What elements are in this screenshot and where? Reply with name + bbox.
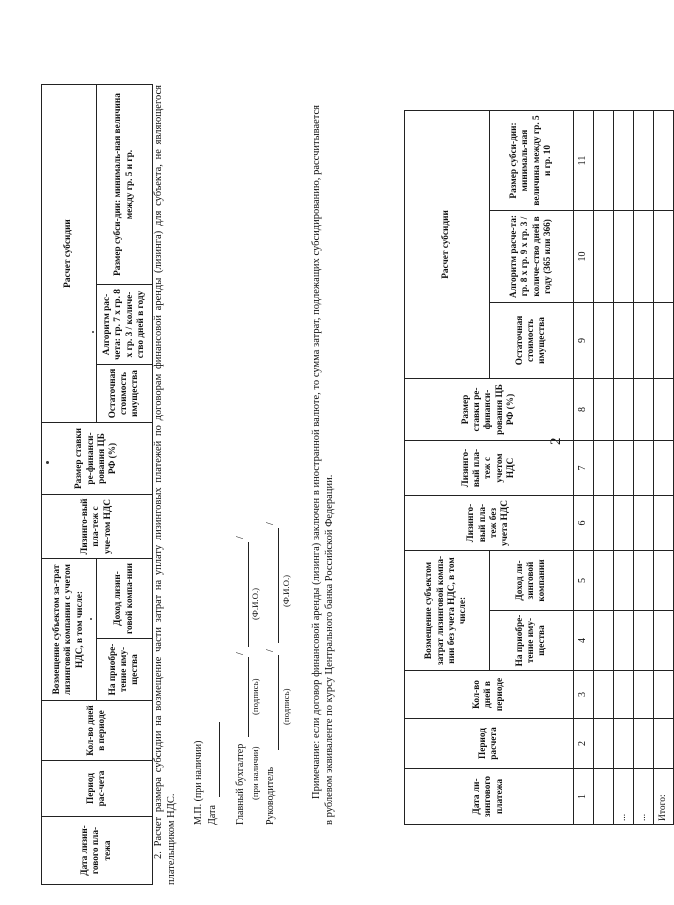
table-cell — [634, 210, 654, 302]
table-cell — [654, 671, 674, 719]
row-label: ... — [614, 769, 634, 825]
table-cell — [654, 110, 674, 210]
row-label: ... — [634, 769, 654, 825]
table-cell — [614, 671, 634, 719]
table-cell — [614, 440, 634, 495]
note-paragraph: Примечание: если договор финансовой аренды (лизинга) заключен в иностранной валюте, то сумма затрат, подлежащих субсидированию, рассчитывается в рублевом эквиваленте по курсу Центрального банка Российской Федерации. — [311, 105, 336, 825]
table-cell — [654, 210, 674, 302]
column-number: 6 — [574, 495, 594, 550]
name-line — [278, 528, 279, 643]
header-reimbursement: Возмещение субъектом затрат лизинговой компа-нии без учета НДС, в том числе: — [405, 550, 490, 670]
header-acquisition: На приобре-тение иму-щества — [97, 639, 153, 701]
header-leasing-income: Доход ли-зинговой компании — [490, 550, 574, 610]
column-number: 2 — [574, 719, 594, 769]
header-period: Период расчета — [405, 719, 574, 769]
name-line — [248, 542, 249, 647]
table-cell — [594, 495, 614, 550]
table-cell — [614, 550, 634, 610]
header-subsidy-size: Размер субси-дии: минималь-ная величина между гр. 5 и гр. 10 — [490, 110, 574, 210]
head-label: Руководитель — [265, 766, 276, 825]
column-number: 10 — [574, 210, 594, 302]
separator-slash: / — [265, 522, 276, 525]
table-row — [594, 110, 614, 824]
table-cell — [634, 440, 654, 495]
header-payment-date: Дата лизин-гового пла-тежа — [42, 817, 153, 885]
total-label: Итого: — [654, 769, 674, 825]
column-number-row — [574, 110, 594, 824]
table-cell — [634, 550, 654, 610]
table-cell — [634, 302, 654, 378]
header-refinancing-rate: Размер ставки ре-финанси-рования ЦБ РФ (%) — [405, 378, 574, 440]
table-cell — [594, 769, 614, 825]
header-payment-with-vat: Лизинго-вый пла-теж с учетом НДС — [405, 440, 574, 495]
separator-slash: / — [265, 649, 276, 652]
table-cell — [594, 671, 614, 719]
table-cell — [594, 719, 614, 769]
table-cell — [634, 378, 654, 440]
subsidy-table-non-vat-payer — [41, 84, 153, 885]
header-subsidy-calculation: Расчет субсидии — [42, 85, 97, 423]
table-cell — [634, 611, 654, 671]
table-cell — [634, 110, 654, 210]
table-cell — [654, 611, 674, 671]
table-cell — [594, 550, 614, 610]
subsidy-table-vat-payer — [404, 110, 674, 825]
header-subsidy-calculation: Расчет субсидии — [405, 110, 490, 378]
date-line — [219, 722, 220, 797]
header-payment-without-vat: Лизинго-вый пла-теж без учета НДС — [405, 495, 574, 550]
section-2-title: 2. Расчет размера субсидии на возмещение части затрат на уплату лизинговых платежей по договорам финансовой аренды (лизинга) для субъекта, не являющегося плательщиком НДС. — [153, 85, 178, 885]
table-cell — [634, 495, 654, 550]
column-number: 5 — [574, 550, 594, 610]
column-number: 11 — [574, 110, 594, 210]
name-caption: (Ф.И.О.) — [281, 574, 291, 607]
table-cell — [634, 719, 654, 769]
header-period: Период рас-чета — [42, 761, 153, 817]
header-days: Кол-во дней в периоде — [42, 701, 153, 761]
table-cell — [654, 302, 674, 378]
table-cell — [594, 302, 614, 378]
header-acquisition: На приобре-тение иму-щества — [490, 611, 574, 671]
header-algorithm: Алгоритм рас-чета: гр. 7 х гр. 8 х гр. 3 / количе-ство дней в году — [97, 285, 153, 365]
table-cell — [654, 495, 674, 550]
table-row — [614, 110, 634, 824]
table-cell — [634, 671, 654, 719]
table-cell — [594, 110, 614, 210]
table-cell — [594, 611, 614, 671]
accountant-label: Главный бухгалтер — [235, 743, 246, 825]
header-reimbursement: Возмещение субъектом за-трат лизинговой компании с учетом НДС, в том числе: — [42, 559, 97, 701]
page-number: 2 — [548, 437, 564, 445]
table-cell — [614, 495, 634, 550]
table-cell — [614, 378, 634, 440]
table-cell — [614, 719, 634, 769]
header-subsidy-size: Размер субси-дии: минималь-ная величина между гр. 5 и гр. — [97, 85, 153, 285]
header-residual-value: Остаточная стоимость имущества — [97, 365, 153, 423]
date-label: Дата — [207, 805, 218, 825]
table-cell — [594, 378, 614, 440]
header-refinancing-rate: Размер ставки ре-финанси-рования ЦБ РФ (%) — [42, 423, 153, 495]
table-cell — [654, 378, 674, 440]
table-cell — [594, 210, 614, 302]
table-row — [634, 110, 654, 824]
table-cell — [594, 440, 614, 495]
stamp-label: М.П. (при наличии) — [193, 740, 204, 825]
header-payment-date: Дата ли-зингового платежа — [405, 769, 574, 825]
table-cell — [654, 719, 674, 769]
column-number: 9 — [574, 302, 594, 378]
header-days: Кол-во дней в периоде — [405, 671, 574, 719]
header-leasing-income: Доход лизин-говой компа-нии — [97, 559, 153, 639]
column-number: 3 — [574, 671, 594, 719]
signature-line — [248, 657, 249, 737]
table-cell — [614, 110, 634, 210]
column-number: 1 — [574, 769, 594, 825]
column-number: 8 — [574, 378, 594, 440]
accountant-note: (при наличии) — [250, 746, 260, 800]
column-number: 7 — [574, 440, 594, 495]
signature-line — [278, 655, 279, 750]
separator-slash: / — [235, 652, 246, 655]
header-algorithm: Алгоритм расче-та: гр. 8 х гр. 9 х гр. 3 / количе-ство дней в году (365 или 366) — [490, 210, 574, 302]
header-residual-value: Остаточная стоимость имущества — [490, 302, 574, 378]
signature-caption: (подпись) — [250, 678, 260, 715]
signature-caption: (подпись) — [281, 688, 291, 725]
table-cell — [614, 210, 634, 302]
separator-slash: / — [235, 536, 246, 539]
table-cell — [614, 611, 634, 671]
table-cell — [614, 302, 634, 378]
table-cell — [654, 550, 674, 610]
header-payment-with-vat: Лизинго-вый пла-теж с уче-том НДС — [42, 495, 153, 559]
total-row — [654, 110, 674, 824]
name-caption: (Ф.И.О.) — [250, 587, 260, 620]
table-cell — [654, 440, 674, 495]
column-number: 4 — [574, 611, 594, 671]
